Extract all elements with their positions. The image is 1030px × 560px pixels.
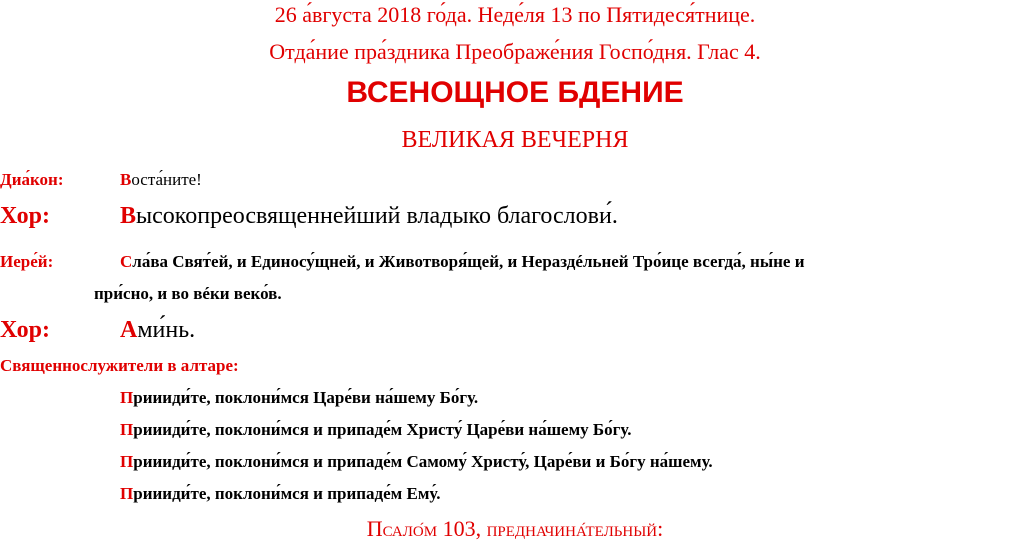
role-label: Диа́кон: <box>0 170 64 189</box>
dialogue-text <box>120 317 195 344</box>
section-title: ВЕЛИКАЯ ВЕЧЕРНЯ <box>401 127 629 153</box>
text-rest: ми́нь. <box>137 317 196 343</box>
date-line: 26 а́вгуста 2018 го́да. Неде́ля 13 по Пятидеся́тнице. <box>274 2 756 27</box>
text-rest: ла́ва Свят́ей, и Единосу́щней, и Животворя́щей, и Нераздéльней Тро́ице всегда́, ны́не и <box>132 252 805 271</box>
verse-text: риииди́те, поклони́мся Царе́ви на́шему Бо́гу. <box>133 388 479 407</box>
verse-line <box>120 420 631 440</box>
dialogue-text <box>120 252 1030 272</box>
text-rest: оста́ните! <box>131 170 202 189</box>
role-label: Хор: <box>0 317 50 343</box>
service-title: ВСЕНОЩНОЕ БДЕНИЕ <box>346 76 684 109</box>
red-initial: П <box>120 420 134 439</box>
dialogue-continuation: при́сно, и во вéки веко́в. <box>94 284 282 303</box>
verse-line <box>120 388 478 408</box>
verse-line <box>120 452 713 472</box>
feast-line: Отда́ние пра́здника Преображе́ния Госпо́дня. Глас 4. <box>269 39 761 64</box>
red-initial: С <box>120 252 133 271</box>
verse-line <box>120 484 440 504</box>
dialogue-text <box>120 203 618 230</box>
psalm-heading: Псало́м 103, предначина́тельный: <box>366 516 664 541</box>
text-rest: ысокопреосвященнейший владыко благослови́. <box>136 203 618 229</box>
dialogue-text <box>120 170 202 190</box>
verse-text: риииди́те, поклони́мся и припаде́м Ему́. <box>133 484 441 503</box>
red-initial: П <box>120 388 134 407</box>
verse-text: риииди́те, поклони́мся и припаде́м Самому́ Христу́, Царе́ви и Бо́гу на́шему. <box>133 452 713 471</box>
red-initial: В <box>120 170 132 189</box>
red-initial: В <box>120 203 137 229</box>
red-initial: А <box>120 317 138 343</box>
role-label: Хор: <box>0 203 50 229</box>
role-label: Иере́й: <box>0 252 54 271</box>
verse-text: риииди́те, поклони́мся и припаде́м Христу́ Царе́ви на́шему Бо́гу. <box>133 420 632 439</box>
clergy-heading: Священнослужители в алтаре: <box>0 356 239 375</box>
red-initial: П <box>120 452 134 471</box>
red-initial: П <box>120 484 134 503</box>
